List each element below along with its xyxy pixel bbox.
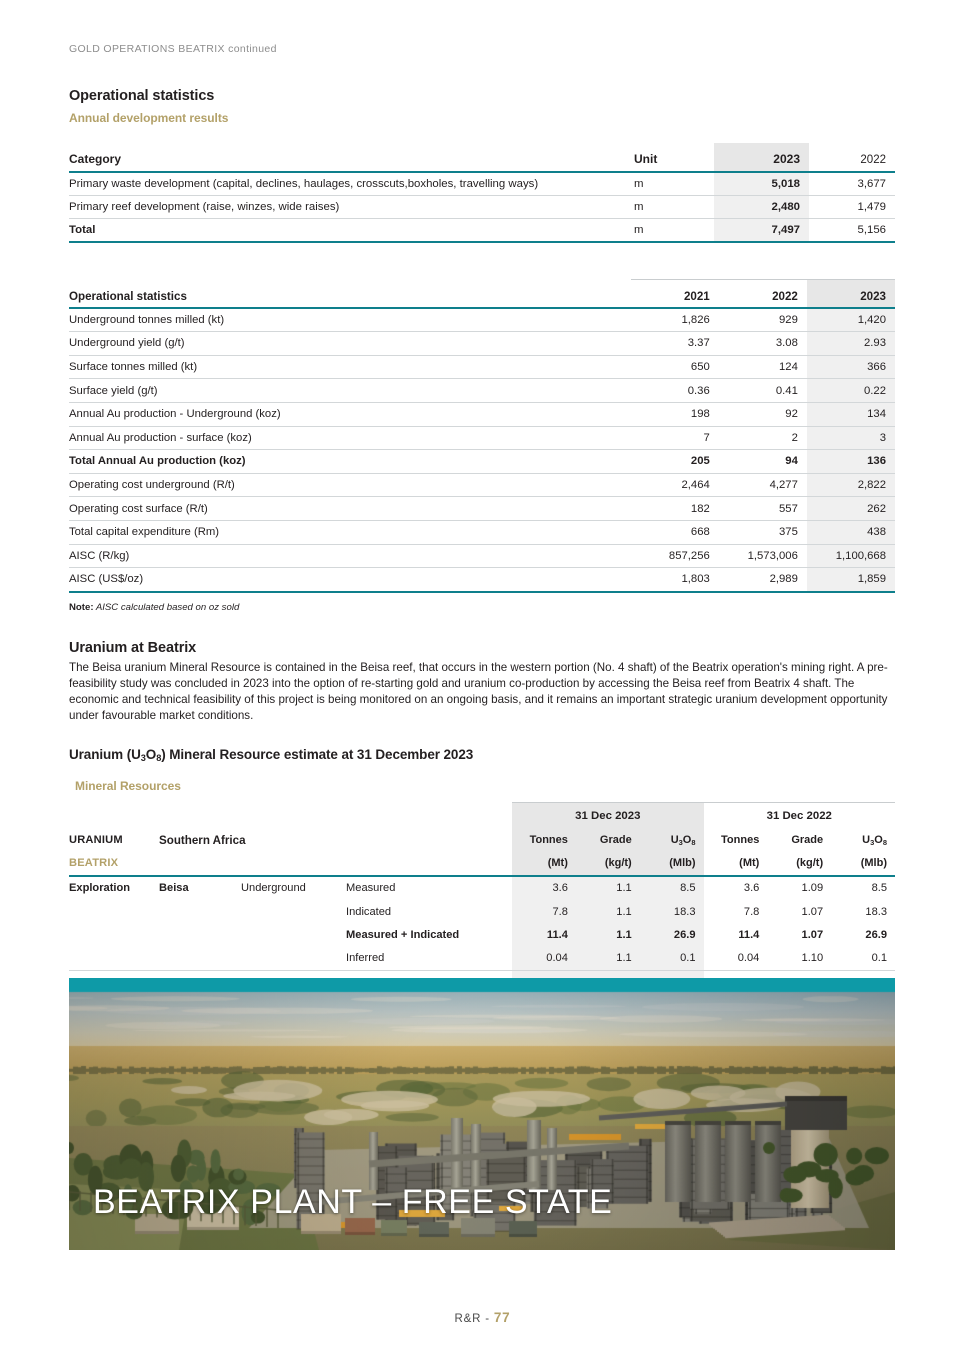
table-row: [69, 332, 895, 356]
section-heading-uranium: Uranium at Beatrix: [69, 639, 197, 656]
heading-sub-8: 8: [156, 752, 162, 763]
cell-classification: Indicated: [346, 905, 392, 918]
footer-prefix: R&R -: [454, 1313, 494, 1325]
table-row: [69, 520, 895, 544]
table-row-total: [69, 219, 895, 243]
cell-2021: 3.37: [687, 337, 710, 350]
unit-tonnes-2023: (Mt): [512, 852, 576, 876]
row-label-uranium: URANIUM: [69, 834, 123, 847]
u3o8-3: 3: [678, 837, 683, 847]
cell-grade-2023: 1.1: [576, 947, 640, 971]
cell-2023: 134: [807, 402, 895, 426]
group-header-2022: 31 Dec 2022: [704, 802, 895, 829]
cell-grade-2022: 1.07: [801, 929, 824, 941]
cell-label: Operating cost underground (R/t): [69, 479, 235, 492]
cell-tonnes-2022: 3.6: [743, 882, 760, 895]
col-header-2022: 2022: [719, 280, 807, 308]
col-header-2023: 2023: [807, 280, 895, 308]
u3o8-3: 3: [870, 837, 875, 847]
heading-part-o: O: [145, 746, 157, 762]
col-header-grade-2022: Grade: [791, 834, 824, 847]
cell-2021: 668: [690, 526, 710, 539]
cell-label: AISC (R/kg): [69, 549, 130, 562]
note-text: AISC calculated based on oz sold: [93, 601, 240, 613]
table-row: [69, 379, 895, 403]
cell-grade-2022: 1.10: [801, 952, 824, 965]
page-footer: [0, 1310, 965, 1325]
cell-2022: 2: [791, 431, 798, 444]
table-body: [69, 172, 895, 242]
col-header-2021: 2021: [631, 280, 719, 308]
running-head: GOLD OPERATIONS BEATRIX continued: [69, 43, 277, 55]
table-row: [69, 172, 895, 196]
cell-2023: 438: [807, 520, 895, 544]
cell-tonnes-2022: 7.8: [743, 905, 760, 918]
table-row: [69, 426, 895, 450]
cell-tonnes-2023: 11.4: [512, 923, 576, 946]
table-row: [69, 308, 895, 332]
cell-method: Underground: [241, 882, 306, 895]
u3o8-8: 8: [882, 837, 887, 847]
cell-2022: 94: [785, 455, 798, 468]
cell-label: Underground yield (g/t): [69, 337, 185, 350]
cell-label: Annual Au production - surface (koz): [69, 431, 252, 444]
unit-grade-2023: (kg/t): [576, 852, 640, 876]
annual-development-table: [69, 143, 895, 243]
u3o8-8: 8: [691, 837, 696, 847]
table-row: [69, 196, 895, 219]
table-header: [69, 280, 895, 308]
group-header-2023: 31 Dec 2023: [512, 802, 703, 829]
cell-2023: 1,100,668: [807, 544, 895, 568]
table-row: [69, 923, 895, 946]
cell-u3o8-2023: 8.5: [640, 876, 704, 900]
cell-2021: 2,464: [681, 479, 710, 492]
table-row: [69, 355, 895, 379]
note-label: Note:: [69, 601, 94, 613]
cell-deposit: [159, 947, 241, 971]
cell-2023: 5,018: [714, 172, 809, 196]
col-header-grade-2023: Grade: [576, 829, 640, 852]
cell-2023: 1,420: [807, 308, 895, 332]
u3o8-o: O: [682, 834, 692, 847]
table-row: [69, 568, 895, 592]
page-content: [69, 0, 895, 1021]
cell-2023: 2,480: [714, 196, 809, 219]
table-column-header-row: [69, 829, 895, 852]
cell-u3o8-2022: 8.5: [871, 882, 887, 895]
table-row: [69, 473, 895, 497]
col-header-u3o8-2022: [831, 829, 895, 852]
col-header-category: Category: [69, 152, 122, 166]
subheading-annual-development: Annual development results: [69, 111, 229, 125]
cell-2022: 3.08: [775, 337, 798, 350]
col-header-tonnes-2023: Tonnes: [512, 829, 576, 852]
u3o8-u: U: [670, 834, 679, 847]
cell-tonnes-2023: 0.04: [512, 947, 576, 971]
cell-u3o8-2022: 18.3: [865, 905, 887, 918]
uranium-estimate-heading: [69, 747, 895, 762]
cell-unit: m: [634, 201, 644, 213]
cell-tonnes-2022: 0.04: [737, 952, 760, 965]
spacer-cell: [159, 852, 512, 876]
cell-u3o8-2023: 18.3: [640, 900, 704, 923]
table-unit-header-row: [69, 852, 895, 876]
table-header: [69, 143, 895, 172]
spacer-cell: [69, 802, 512, 829]
unit-tonnes-2022: (Mt): [739, 857, 760, 870]
table-group-header-row: [69, 802, 895, 829]
cell-deposit: [159, 923, 241, 946]
col-header-statistic: Operational statistics: [69, 289, 187, 303]
beatrix-plant-photo: [69, 978, 895, 1250]
cell-label: Annual Au production - Underground (koz): [69, 408, 281, 421]
cell-2021: 1,826: [681, 313, 710, 326]
col-header-2023: 2023: [714, 143, 809, 172]
cell-classification: Inferred: [346, 952, 385, 965]
cell-2023: 136: [807, 450, 895, 474]
cell-classification: Measured: [346, 882, 396, 895]
cell-category: [69, 900, 159, 923]
table-note: [69, 602, 895, 613]
row-label-beatrix: BEATRIX: [69, 857, 119, 870]
table-row: [69, 544, 895, 568]
cell-label: Surface tonnes milled (kt): [69, 361, 198, 374]
cell-2022: 0.41: [775, 384, 798, 397]
table-row: [69, 947, 895, 971]
unit-u3o8-2023: (Mlb): [640, 852, 704, 876]
cell-category: Total: [69, 224, 96, 236]
cell-grade-2022: 1.07: [801, 905, 824, 918]
cell-2022: 1,573,006: [747, 549, 798, 562]
cell-2021: 650: [690, 361, 710, 374]
table-row: [69, 497, 895, 521]
cell-tonnes-2022: 11.4: [738, 929, 760, 941]
cell-2022: 1,479: [857, 201, 886, 213]
cell-unit: m: [634, 178, 644, 190]
heading-part-2: ) Mineral Resource estimate at 31 December 2023: [161, 746, 474, 762]
cell-2023: 366: [807, 355, 895, 379]
cell-2023: 1,859: [807, 568, 895, 592]
cell-2022: 3,677: [857, 178, 886, 190]
cell-method: [241, 923, 346, 946]
cell-2023: 2,822: [807, 473, 895, 497]
cell-method: [241, 900, 346, 923]
cell-category: Primary reef development (raise, winzes, wide raises): [69, 201, 340, 213]
cell-2021: 182: [690, 502, 710, 515]
uranium-paragraph: The Beisa uranium Mineral Resource is contained in the Beisa reef, that occurs in the western portion (No. 4 shaft) of the Beatrix operation's mining right. A pre-feasibility study was concluded in 2023 into the option of re-starting gold and uranium co-production by accessing the Beisa reef from Beatrix 4 shaft. The economic and technical feasibility of this project is being monitored on an ongoing basis, and it remains an important strategic uranium development opportunity under favourable market conditions.: [69, 660, 888, 723]
cell-label: Surface yield (g/t): [69, 384, 158, 397]
cell-2022: 2,989: [769, 573, 798, 586]
cell-2021: 205: [690, 455, 710, 468]
table-row: [69, 900, 895, 923]
cell-u3o8-2022: 0.1: [871, 952, 887, 965]
cell-2021: 1,803: [681, 573, 710, 586]
cell-unit: m: [634, 224, 644, 236]
col-header-2022: 2022: [860, 154, 886, 166]
cell-2021: 7: [703, 431, 710, 444]
cell-2023: 2.93: [807, 332, 895, 356]
page-title: Operational statistics: [69, 88, 215, 104]
unit-grade-2022: (kg/t): [796, 857, 824, 870]
cell-2021: 198: [690, 408, 710, 421]
subheading-mineral-resources: Mineral Resources: [75, 778, 181, 793]
table-body: [69, 308, 895, 592]
cell-deposit: Beisa: [159, 882, 189, 895]
cell-category: Exploration: [69, 882, 131, 895]
cell-2023: 3: [807, 426, 895, 450]
cell-2023: 7,497: [714, 219, 809, 243]
cell-label: Total Annual Au production (koz): [69, 455, 246, 468]
cell-2022: 5,156: [857, 224, 886, 236]
cell-grade-2023: 1.1: [576, 900, 640, 923]
unit-u3o8-2022: (Mlb): [860, 857, 887, 870]
table-row: [69, 876, 895, 900]
cell-2023: 262: [807, 497, 895, 521]
cell-tonnes-2023: 7.8: [512, 900, 576, 923]
table-row: [69, 402, 895, 426]
cell-2021: 0.36: [687, 384, 710, 397]
cell-2022: 4,277: [769, 479, 798, 492]
col-header-u3o8-2023: [640, 829, 704, 852]
cell-deposit: [159, 900, 241, 923]
operational-statistics-table: [69, 279, 895, 593]
cell-method: [241, 947, 346, 971]
page-number: 77: [493, 1310, 511, 1325]
col-header-unit: Unit: [634, 152, 658, 166]
cell-classification: Measured + Indicated: [346, 929, 460, 941]
cell-category: Primary waste development (capital, declines, haulages, crosscuts,boxholes, travelling ways): [69, 178, 539, 190]
table-row-total: [69, 450, 895, 474]
cell-u3o8-2023: 0.1: [640, 947, 704, 971]
cell-2021: 857,256: [668, 549, 710, 562]
cell-2022: 929: [779, 313, 798, 326]
cell-u3o8-2022: 26.9: [865, 929, 887, 941]
cell-2022: 557: [779, 502, 798, 515]
cell-category: [69, 947, 159, 971]
cell-u3o8-2023: 26.9: [640, 923, 704, 946]
photo-caption: BEATRIX PLANT – FREE STATE: [93, 1183, 613, 1221]
cell-label: Underground tonnes milled (kt): [69, 313, 225, 326]
table-header-row: [69, 143, 895, 172]
cell-label: Total capital expenditure (Rm): [69, 526, 220, 539]
cell-category: [69, 923, 159, 946]
cell-tonnes-2023: 3.6: [512, 876, 576, 900]
row-label-region: Southern Africa: [159, 833, 246, 847]
cell-label: AISC (US$/oz): [69, 573, 144, 586]
u3o8-u: U: [862, 834, 871, 847]
table-header: [69, 802, 895, 876]
heading-sub-3: 3: [140, 752, 146, 763]
cell-2023: 0.22: [807, 379, 895, 403]
u3o8-o: O: [874, 834, 883, 847]
col-header-tonnes-2022: Tonnes: [721, 834, 760, 847]
cell-grade-2023: 1.1: [576, 876, 640, 900]
cell-2022: 124: [779, 361, 798, 374]
cell-2022: 375: [779, 526, 798, 539]
cell-label: Operating cost surface (R/t): [69, 502, 208, 515]
table-header-row: [69, 280, 895, 308]
cell-2022: 92: [785, 408, 798, 421]
heading-part-1: Uranium (U: [69, 746, 141, 762]
cell-grade-2022: 1.09: [801, 882, 824, 895]
cell-grade-2023: 1.1: [576, 923, 640, 946]
